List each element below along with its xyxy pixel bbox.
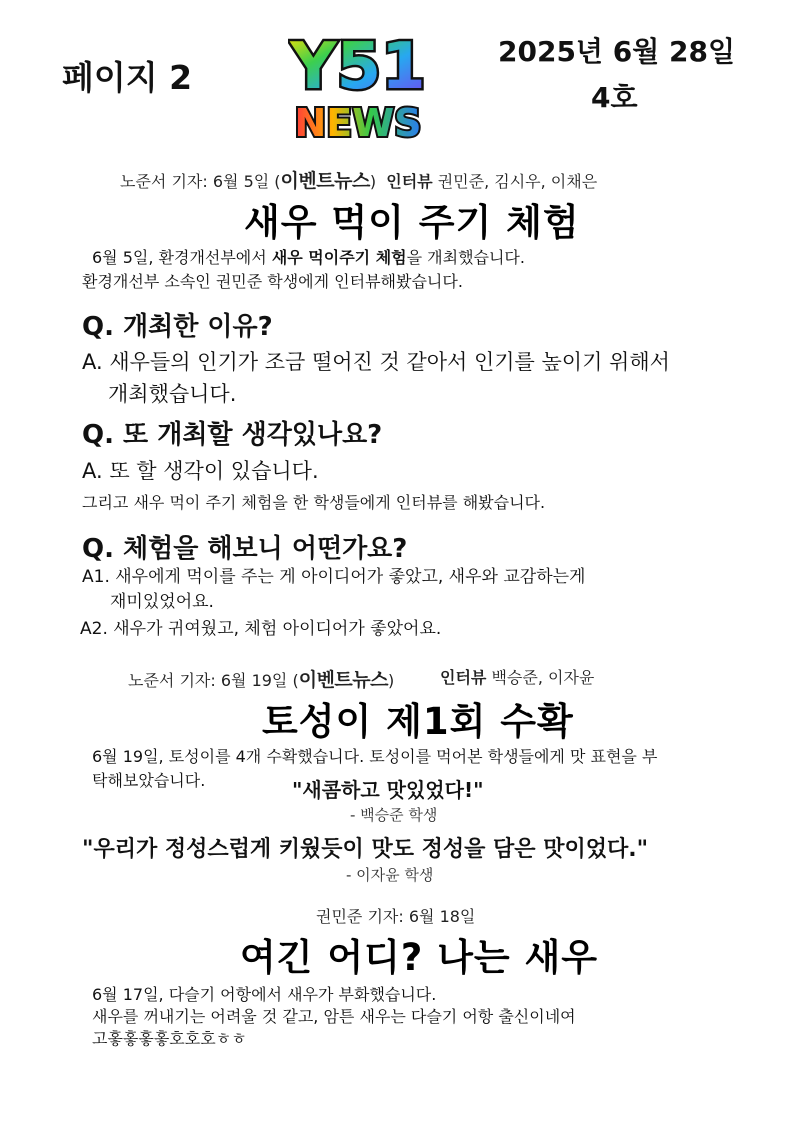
- article3-body-line2: 새우를 꺼내기는 어려울 것 같고, 암튼 새우는 다슬기 어항 출신이네여: [92, 1007, 576, 1026]
- answer-3-2: A2. 새우가 귀여웠고, 체험 아이디어가 좋았어요.: [80, 619, 442, 639]
- byline-reporter: 노준서 기자: 6월 19일 (: [128, 671, 299, 690]
- article1-byline: [120, 166, 597, 193]
- article3-byline: 권민준 기자: 6월 18일: [316, 907, 476, 926]
- interviewees: 백승준, 이자윤: [491, 668, 595, 687]
- quote-1: "새콤하고 맛있었다!": [292, 778, 484, 802]
- article3-body-line1: 6월 17일, 다슬기 어항에서 새우가 부화했습니다.: [92, 985, 437, 1004]
- question-1: Q. 개최한 이유?: [82, 312, 273, 342]
- intro-after: 을 개최했습니다.: [406, 248, 525, 267]
- article2-interview: [440, 665, 594, 688]
- article1-intro-line2: 환경개선부 소속인 권민준 학생에게 인터뷰해봤습니다.: [82, 272, 463, 291]
- article2-title: 토성이 제1회 수확: [262, 700, 574, 743]
- question-3: Q. 체험을 해보니 어떤가요?: [82, 534, 408, 564]
- interview-label: 인터뷰: [440, 668, 487, 687]
- interview-label: 인터뷰: [386, 172, 433, 191]
- answer-1-line1: A. 새우들의 인기가 조금 떨어진 것 같아서 인기를 높이기 위해서: [82, 350, 670, 374]
- article1-intro: [92, 247, 525, 269]
- page-label: 페이지 2: [62, 58, 193, 97]
- article2-byline: [128, 665, 394, 692]
- interviewees: 권민준, 김시우, 이채은: [437, 172, 598, 191]
- article2-body-line2: 탁해보았습니다.: [92, 771, 206, 790]
- logo-line2: NEWS: [294, 101, 422, 144]
- byline-brand: 이벤트뉴스: [280, 170, 370, 192]
- quote-2: "우리가 정성스럽게 키웠듯이 맛도 정성을 담은 맛이었다.": [82, 837, 649, 862]
- quote-2-attribution: - 이자윤 학생: [346, 866, 434, 884]
- article3-title: 여긴 어디? 나는 새우: [240, 936, 599, 979]
- article1-title: 새우 먹이 주기 체험: [244, 201, 580, 244]
- article2-body-line1: 6월 19일, 토성이를 4개 수확했습니다. 토성이를 먹어본 학생들에게 맛 표현을 부: [92, 747, 658, 766]
- intro-bold: 새우 먹이주기 체험: [271, 248, 407, 267]
- transition-text: 그리고 새우 먹이 주기 체험을 한 학생들에게 인터뷰를 해봤습니다.: [82, 493, 546, 512]
- answer-3-1-line1: A1. 새우에게 먹이를 주는 게 아이디어가 좋았고, 새우와 교감하는게: [82, 567, 586, 587]
- byline-brand: 이벤트뉴스: [298, 669, 388, 691]
- byline-close: ): [369, 172, 377, 191]
- article3-body-line3: 고홓홓홓홓호호호ㅎㅎ: [92, 1029, 247, 1048]
- y51-news-logo: [288, 24, 428, 144]
- issue-date: 2025년 6월 28일: [498, 35, 736, 68]
- issue-number: 4호: [591, 81, 638, 114]
- answer-3-1-line2: 재미있었어요.: [110, 592, 214, 612]
- answer-1-line2: 개최했습니다.: [108, 382, 237, 406]
- question-2: Q. 또 개최할 생각있나요?: [82, 420, 383, 450]
- intro-before: 6월 5일, 환경개선부에서: [92, 248, 272, 267]
- byline-reporter: 노준서 기자: 6월 5일 (: [120, 172, 281, 191]
- quote-1-attribution: - 백승준 학생: [350, 806, 438, 824]
- byline-close: ): [388, 671, 395, 690]
- logo-line1: Y51: [290, 30, 426, 104]
- answer-2: A. 또 할 생각이 있습니다.: [82, 459, 319, 483]
